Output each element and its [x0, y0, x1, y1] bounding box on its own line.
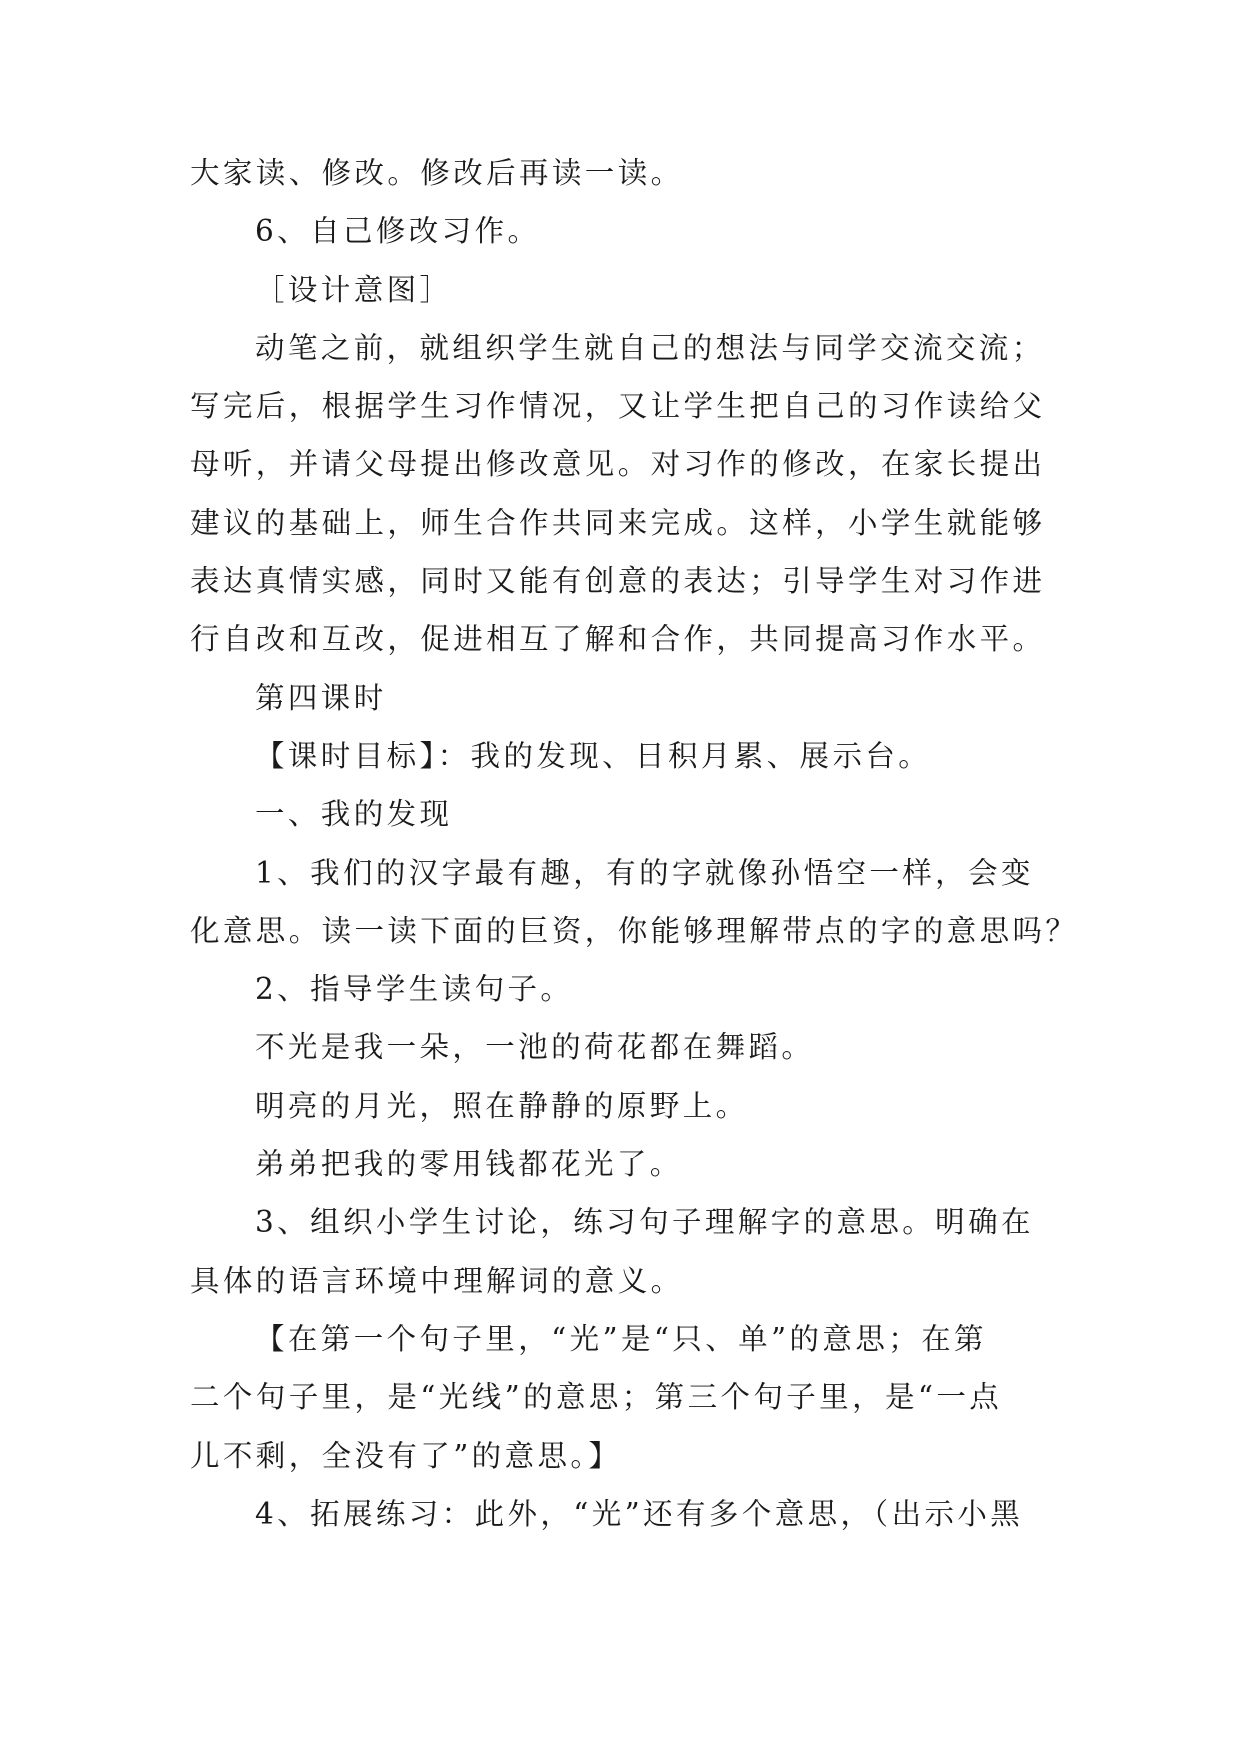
example-sentence: 明亮的月光，照在静静的原野上。: [255, 1088, 749, 1123]
text-line: 【课时目标】：我的发现、日积月累、展示台。: [255, 738, 932, 773]
text-line: 母听，并请父母提出修改意见。对习作的修改，在家长提出: [190, 447, 1046, 482]
text-line: 6、自己修改习作。: [255, 214, 541, 249]
example-sentence: 不光是我一朵，一池的荷花都在舞蹈。: [255, 1030, 815, 1065]
text-line: 动笔之前，就组织学生就自己的想法与同学交流交流；: [255, 330, 1045, 365]
text-line: 建议的基础上，师生合作共同来完成。这样，小学生就能够: [190, 505, 1046, 540]
text-line: 二个句子里，是“光线”的意思；第三个句子里，是“一点: [190, 1380, 1003, 1415]
text-line: 4、拓展练习：此外，“光”还有多个意思，（出示小黑: [255, 1496, 1024, 1531]
text-line: 1、我们的汉字最有趣，有的字就像孙悟空一样，会变: [255, 855, 1034, 890]
example-sentence: 弟弟把我的零用钱都花光了。: [255, 1147, 683, 1182]
text-line: 化意思。读一读下面的巨资，你能够理解带点的字的意思吗？: [190, 913, 1079, 948]
text-line: 儿不剩，全没有了”的意思。】: [190, 1438, 622, 1473]
text-line: 3、组织小学生讨论，练习句子理解字的意思。明确在: [255, 1205, 1034, 1240]
text-line: 大家读、修改。修改后再读一读。: [190, 156, 684, 190]
section-heading: 第四课时: [255, 680, 387, 715]
document-body: [190, 156, 1079, 1558]
text-line: 2、指导学生读句子。: [255, 972, 574, 1007]
section-heading: ［设计意图］: [255, 272, 453, 307]
section-heading: 一、我的发现: [255, 797, 453, 832]
text-line: 【在第一个句子里，“光”是“只、单”的意思；在第: [255, 1321, 987, 1356]
text-line: 表达真情实感，同时又能有创意的表达；引导学生对习作进: [190, 564, 1046, 599]
text-line: 具体的语言环境中理解词的意义。: [190, 1263, 684, 1298]
text-line: 写完后，根据学生习作情况，又让学生把自己的习作读给父: [190, 389, 1046, 424]
text-line: 行自改和互改，促进相互了解和合作，共同提高习作水平。: [190, 622, 1046, 657]
